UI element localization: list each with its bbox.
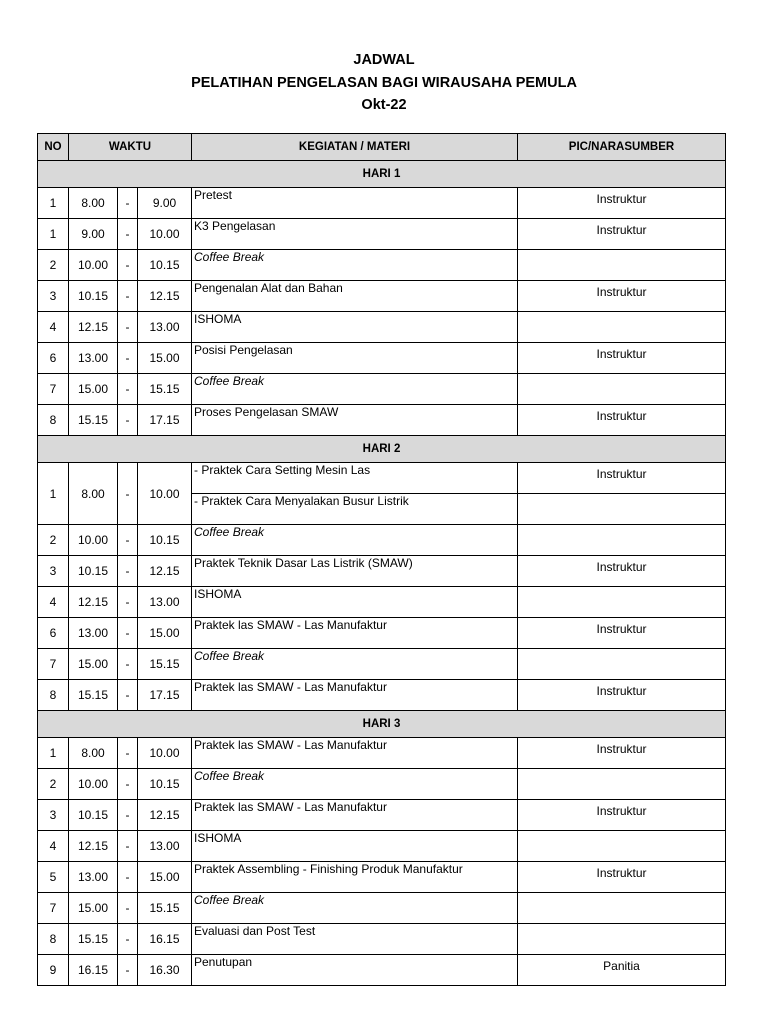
time-end: 17.15 (138, 680, 192, 711)
time-separator: - (118, 893, 138, 924)
pic-cell (518, 587, 726, 618)
pic-cell (518, 649, 726, 680)
time-start: 12.15 (69, 587, 118, 618)
row-number: 2 (38, 769, 69, 800)
time-start: 13.00 (69, 862, 118, 893)
table-row (38, 738, 726, 769)
time-separator: - (118, 769, 138, 800)
time-end: 9.00 (138, 188, 192, 219)
time-start: 10.15 (69, 800, 118, 831)
pic-cell: Instruktur (518, 188, 726, 219)
time-end: 12.15 (138, 556, 192, 587)
time-start: 10.00 (69, 525, 118, 556)
activity-cell: Coffee Break (192, 250, 518, 281)
pic-cell (518, 525, 726, 556)
time-separator: - (118, 556, 138, 587)
time-end: 13.00 (138, 312, 192, 343)
pic-cell (518, 924, 726, 955)
time-start: 10.15 (69, 281, 118, 312)
time-start: 12.15 (69, 312, 118, 343)
table-row (38, 405, 726, 436)
time-separator: - (118, 831, 138, 862)
time-start: 15.15 (69, 680, 118, 711)
column-header-pic: PIC/NARASUMBER (518, 134, 726, 161)
time-start: 15.00 (69, 649, 118, 680)
time-separator: - (118, 525, 138, 556)
time-end: 12.15 (138, 800, 192, 831)
time-separator: - (118, 649, 138, 680)
time-end: 15.00 (138, 343, 192, 374)
time-separator: - (118, 405, 138, 436)
time-end: 15.15 (138, 649, 192, 680)
time-start: 15.00 (69, 374, 118, 405)
activity-cell: Penutupan (192, 955, 518, 986)
activity-cell: Coffee Break (192, 525, 518, 556)
time-separator: - (118, 618, 138, 649)
table-row (38, 587, 726, 618)
table-row (38, 769, 726, 800)
row-number: 8 (38, 680, 69, 711)
row-number: 6 (38, 618, 69, 649)
pic-cell: Instruktur (518, 800, 726, 831)
time-start: 15.15 (69, 924, 118, 955)
time-separator: - (118, 680, 138, 711)
time-end: 15.15 (138, 893, 192, 924)
time-end: 13.00 (138, 831, 192, 862)
time-end: 10.15 (138, 250, 192, 281)
row-number: 1 (38, 463, 69, 525)
pic-cell (518, 494, 726, 525)
pic-cell (518, 250, 726, 281)
table-row (38, 924, 726, 955)
table-row (38, 680, 726, 711)
activity-cell: Pretest (192, 188, 518, 219)
table-row (38, 188, 726, 219)
row-number: 3 (38, 800, 69, 831)
time-start: 8.00 (69, 463, 118, 525)
table-row (38, 281, 726, 312)
table-row (38, 862, 726, 893)
activity-cell: Coffee Break (192, 374, 518, 405)
activity-cell: Posisi Pengelasan (192, 343, 518, 374)
time-start: 10.00 (69, 769, 118, 800)
schedule-body (38, 161, 726, 986)
table-header-row (38, 134, 726, 161)
title-jadwal: JADWAL (353, 52, 415, 68)
time-separator: - (118, 587, 138, 618)
table-row (38, 893, 726, 924)
pic-cell: Instruktur (518, 738, 726, 769)
pic-cell: Instruktur (518, 463, 726, 494)
activity-cell: ISHOMA (192, 587, 518, 618)
table-row (38, 831, 726, 862)
activity-cell: - Praktek Cara Menyalakan Busur Listrik (192, 494, 518, 525)
time-end: 16.30 (138, 955, 192, 986)
pic-cell (518, 312, 726, 343)
time-separator: - (118, 281, 138, 312)
activity-cell: Praktek Assembling - Finishing Produk Manufaktur (192, 862, 518, 893)
table-row (38, 800, 726, 831)
row-number: 4 (38, 312, 69, 343)
time-separator: - (118, 312, 138, 343)
time-start: 10.15 (69, 556, 118, 587)
time-start: 13.00 (69, 343, 118, 374)
time-end: 15.00 (138, 862, 192, 893)
pic-cell: Instruktur (518, 556, 726, 587)
row-number: 6 (38, 343, 69, 374)
table-row (38, 343, 726, 374)
table-row (38, 374, 726, 405)
activity-cell: Praktek las SMAW - Las Manufaktur (192, 800, 518, 831)
table-row (38, 463, 726, 494)
table-row (38, 618, 726, 649)
row-number: 8 (38, 405, 69, 436)
activity-cell: Evaluasi dan Post Test (192, 924, 518, 955)
time-separator: - (118, 738, 138, 769)
schedule-table (37, 133, 726, 986)
activity-cell: K3 Pengelasan (192, 219, 518, 250)
time-separator: - (118, 250, 138, 281)
pic-cell: Instruktur (518, 281, 726, 312)
column-header-waktu: WAKTU (69, 134, 192, 161)
time-end: 15.00 (138, 618, 192, 649)
table-row (38, 556, 726, 587)
table-row (38, 312, 726, 343)
day-label: HARI 3 (38, 711, 726, 738)
pic-cell: Instruktur (518, 862, 726, 893)
pic-cell (518, 831, 726, 862)
pic-cell: Panitia (518, 955, 726, 986)
activity-cell: Praktek Teknik Dasar Las Listrik (SMAW) (192, 556, 518, 587)
row-number: 1 (38, 219, 69, 250)
activity-cell: ISHOMA (192, 831, 518, 862)
row-number: 1 (38, 738, 69, 769)
time-separator: - (118, 343, 138, 374)
time-end: 10.00 (138, 463, 192, 525)
activity-cell: Praktek las SMAW - Las Manufaktur (192, 618, 518, 649)
pic-cell: Instruktur (518, 618, 726, 649)
activity-cell: Coffee Break (192, 769, 518, 800)
time-start: 16.15 (69, 955, 118, 986)
row-number: 2 (38, 525, 69, 556)
row-number: 7 (38, 649, 69, 680)
pic-cell (518, 374, 726, 405)
row-number: 4 (38, 587, 69, 618)
activity-cell: Coffee Break (192, 893, 518, 924)
row-number: 9 (38, 955, 69, 986)
time-end: 10.15 (138, 769, 192, 800)
table-row (38, 525, 726, 556)
table-row (38, 219, 726, 250)
time-start: 15.00 (69, 893, 118, 924)
day-header-row (38, 161, 726, 188)
time-separator: - (118, 219, 138, 250)
pic-cell: Instruktur (518, 343, 726, 374)
time-end: 16.15 (138, 924, 192, 955)
activity-cell: Coffee Break (192, 649, 518, 680)
time-end: 17.15 (138, 405, 192, 436)
time-separator: - (118, 862, 138, 893)
day-header-row (38, 436, 726, 463)
day-label: HARI 2 (38, 436, 726, 463)
pic-cell: Instruktur (518, 405, 726, 436)
row-number: 3 (38, 281, 69, 312)
time-end: 15.15 (138, 374, 192, 405)
title-training-name: PELATIHAN PENGELASAN BAGI WIRAUSAHA PEMULA (191, 75, 577, 91)
row-number: 7 (38, 893, 69, 924)
time-start: 10.00 (69, 250, 118, 281)
row-number: 5 (38, 862, 69, 893)
activity-cell: Proses Pengelasan SMAW (192, 405, 518, 436)
row-number: 2 (38, 250, 69, 281)
activity-cell: ISHOMA (192, 312, 518, 343)
day-label: HARI 1 (38, 161, 726, 188)
activity-cell: Pengenalan Alat dan Bahan (192, 281, 518, 312)
row-number: 1 (38, 188, 69, 219)
table-row (38, 250, 726, 281)
time-end: 12.15 (138, 281, 192, 312)
row-number: 3 (38, 556, 69, 587)
time-end: 10.15 (138, 525, 192, 556)
time-separator: - (118, 463, 138, 525)
table-row (38, 955, 726, 986)
time-end: 10.00 (138, 738, 192, 769)
pic-cell (518, 893, 726, 924)
time-start: 8.00 (69, 738, 118, 769)
time-start: 15.15 (69, 405, 118, 436)
table-row (38, 649, 726, 680)
time-end: 13.00 (138, 587, 192, 618)
row-number: 4 (38, 831, 69, 862)
pic-cell (518, 769, 726, 800)
time-separator: - (118, 955, 138, 986)
pic-cell: Instruktur (518, 219, 726, 250)
title-period: Okt-22 (361, 97, 407, 113)
time-separator: - (118, 188, 138, 219)
time-separator: - (118, 800, 138, 831)
time-separator: - (118, 374, 138, 405)
row-number: 7 (38, 374, 69, 405)
time-start: 8.00 (69, 188, 118, 219)
day-header-row (38, 711, 726, 738)
activity-cell: Praktek las SMAW - Las Manufaktur (192, 680, 518, 711)
time-start: 12.15 (69, 831, 118, 862)
time-separator: - (118, 924, 138, 955)
time-start: 9.00 (69, 219, 118, 250)
column-header-no: NO (38, 134, 69, 161)
column-header-kegiatan: KEGIATAN / MATERI (192, 134, 518, 161)
pic-cell: Instruktur (518, 680, 726, 711)
time-end: 10.00 (138, 219, 192, 250)
time-start: 13.00 (69, 618, 118, 649)
activity-cell: Praktek las SMAW - Las Manufaktur (192, 738, 518, 769)
row-number: 8 (38, 924, 69, 955)
activity-cell: - Praktek Cara Setting Mesin Las (192, 463, 518, 494)
